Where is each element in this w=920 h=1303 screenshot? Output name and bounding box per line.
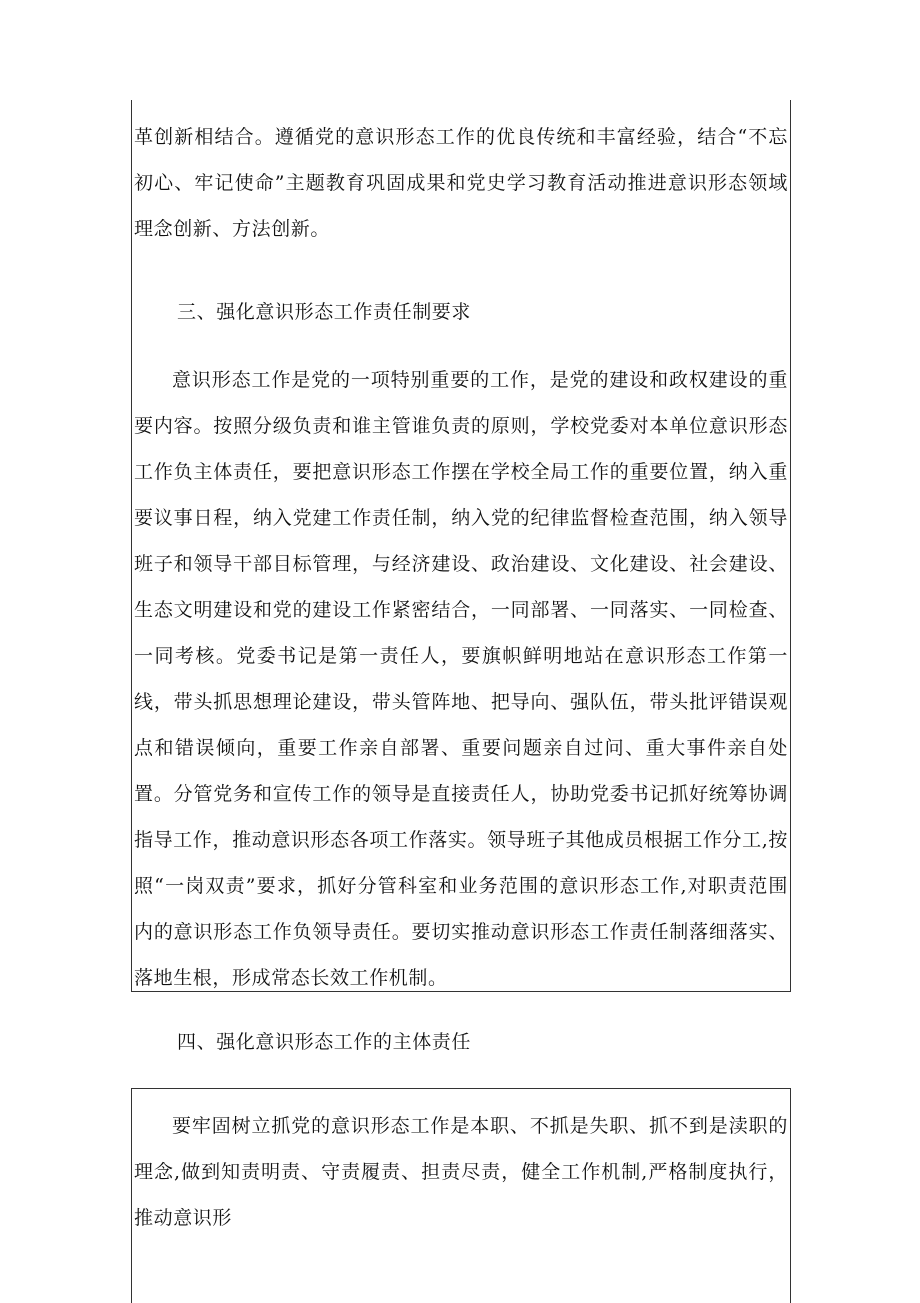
section-three-heading: 三、强化意识形态工作责任制要求: [177, 301, 472, 323]
content-box-lower: [131, 1088, 791, 1303]
content-box-upper: [131, 100, 791, 992]
section-three-body: 意识形态工作是党的一项特别重要的工作，是党的建设和政权建设的重要内容。按照分级负责和谁主管谁负责的原则，学校党委对本单位意识形态工作负主体责任，要把意识形态工作摆在学校全局工作的重要位置，纳入重要议事日程，纳入党建工作责任制，纳入党的纪律监督检查范围，纳入领导班子和领导干部目标管理，与经济建设、政治建设、文化建设、社会建设、生态文明建设和党的建设工作紧密结合，一同部署、一同落实、一同检查、一同考核。党委书记是第一责任人，要旗帜鲜明地站在意识形态工作第一线，带头抓思想理论建设，带头管阵地、把导向、强队伍，带头批评错误观点和错误倾向，重要工作亲自部署、重要问题亲自过问、重大事件亲自处置。分管党务和宣传工作的领导是直接责任人，协助党委书记抓好统筹协调指导工作，推动意识形态各项工作落实。领导班子其他成员根据工作分工,按照“一岗双责”要求，抓好分管科室和业务范围的意识形态工作,对职责范围内的意识形态工作负领导责任。要切实推动意识形态工作责任制落细落实、落地生根，形成常态长效工作机制。: [134, 369, 788, 989]
section-four-heading: 四、强化意识形态工作的主体责任: [177, 1031, 472, 1053]
continued-paragraph: 革创新相结合。遵循党的意识形态工作的优良传统和丰富经验，结合“不忘初心、牢记使命”主题教育巩固成果和党史学习教育活动推进意识形态领域理念创新、方法创新。: [134, 126, 788, 240]
section-four-body: 要牢固树立抓党的意识形态工作是本职、不抓是失职、抓不到是渎职的理念,做到知责明责、守责履责、担责尽责，健全工作机制,严格制度执行，推动意识形: [134, 1115, 788, 1229]
